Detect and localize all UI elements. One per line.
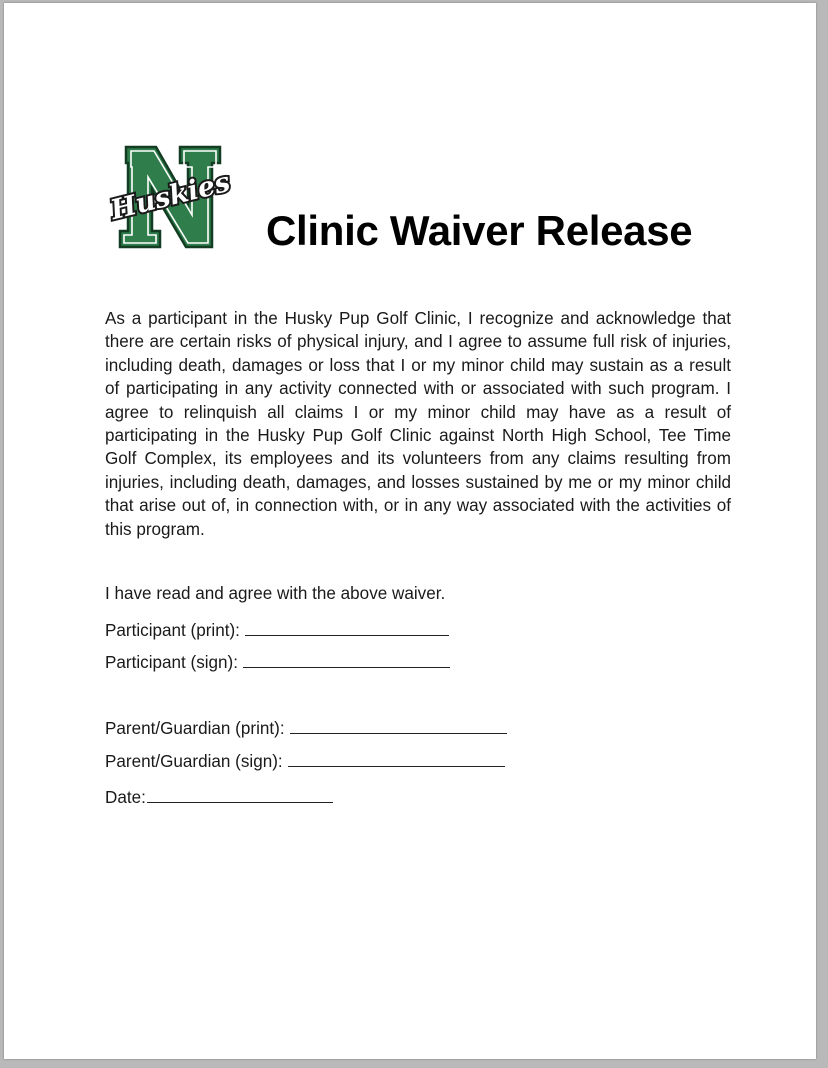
- waiver-paragraph: As a participant in the Husky Pup Golf Clinic, I recognize and acknowledge that there are certain risks of physical injury, and I agree to assume full risk of injuries, including death, damages or loss that I or my minor child may sustain as a result of participating in any activity connected with or associated with such program. I agree to relinquish all claims I or my minor child may have as a result of participating in the Husky Pup Golf Clinic against North High School, Tee Time Golf Complex, its employees and its volunteers from any claims resulting from injuries, including death, damages, and losses sustained by me or my minor child that arise out of, in connection with, or in any way associated with the activities of this program.: [105, 309, 731, 539]
- guardian-sign-blank[interactable]: [288, 752, 505, 767]
- guardian-print-field: [105, 719, 507, 739]
- participant-sign-blank[interactable]: [243, 653, 450, 668]
- huskies-logo: [104, 143, 238, 251]
- guardian-print-label: Parent/Guardian (print):: [105, 719, 285, 738]
- guardian-print-blank[interactable]: [290, 719, 507, 734]
- participant-print-label: Participant (print):: [105, 621, 240, 640]
- participant-sign-label: Participant (sign):: [105, 653, 239, 672]
- date-blank[interactable]: [147, 788, 333, 803]
- page-title: Clinic Waiver Release: [266, 207, 693, 254]
- date-label: Date:: [105, 788, 146, 807]
- guardian-sign-label: Parent/Guardian (sign):: [105, 752, 283, 771]
- svg-text:Huskies: Huskies: [107, 166, 234, 227]
- agreement-statement: I have read and agree with the above waiver.: [105, 584, 446, 603]
- participant-sign-field: [105, 653, 450, 673]
- guardian-sign-field: [105, 752, 505, 772]
- document-page: [4, 3, 816, 1059]
- participant-print-field: [105, 621, 449, 641]
- date-field: [105, 788, 333, 808]
- participant-print-blank[interactable]: [245, 621, 449, 636]
